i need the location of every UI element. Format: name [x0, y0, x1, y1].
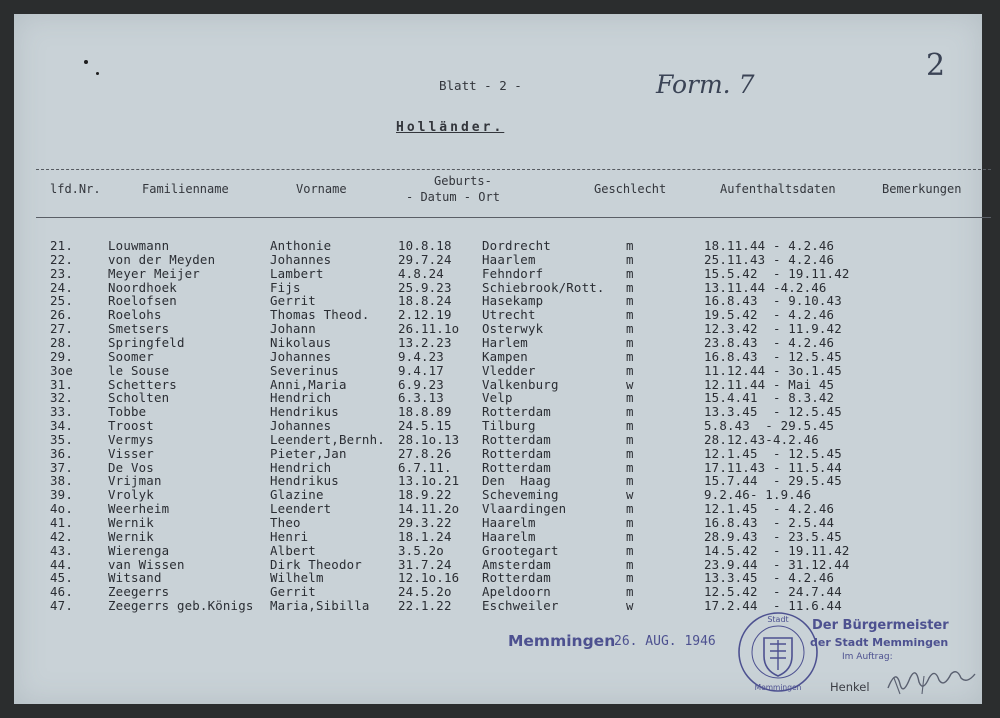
header-bottom-rule	[36, 217, 991, 218]
cell-sex: m	[626, 459, 634, 475]
cell-stay-dates: 17.11.43 - 11.5.44	[704, 459, 842, 475]
cell-family-name: Wernik	[108, 515, 154, 530]
cell-birth-place: Harlem	[482, 334, 528, 350]
cell-birth-place: Rotterdam	[482, 431, 551, 447]
cell-sex: m	[626, 307, 634, 323]
cell-nr: 44.	[50, 556, 73, 572]
cell-birth-date: 6.7.11.	[398, 459, 452, 475]
cell-sex: m	[626, 279, 634, 295]
cell-sex: m	[626, 542, 634, 558]
cell-stay-dates: 5.8.43 - 29.5.45	[704, 418, 835, 433]
cell-sex: m	[626, 251, 634, 267]
cell-family-name: Troost	[108, 418, 154, 433]
cell-family-name: Wierenga	[108, 542, 170, 558]
cell-birth-date: 25.9.23	[398, 279, 452, 295]
cell-nr: 45.	[50, 570, 73, 586]
svg-text:Stadt: Stadt	[767, 615, 789, 624]
cell-first-name: Leendert	[270, 501, 332, 517]
cell-birth-place: Haarelm	[482, 528, 536, 544]
cell-family-name: Witsand	[108, 570, 162, 586]
cell-birth-date: 2.12.19	[398, 307, 452, 323]
cell-stay-dates: 28.12.43-4.2.46	[704, 431, 819, 447]
cell-stay-dates: 13.3.45 - 4.2.46	[704, 570, 835, 586]
cell-birth-date: 9.4.17	[398, 362, 444, 378]
cell-sex: m	[626, 362, 634, 378]
cell-birth-place: Velp	[482, 390, 513, 406]
cell-birth-place: Vledder	[482, 362, 536, 378]
office-stamp-line3: Im Auftrag:	[842, 652, 893, 662]
cell-family-name: le Souse	[108, 362, 170, 378]
cell-birth-place: Hasekamp	[482, 293, 544, 309]
cell-family-name: Noordhoek	[108, 279, 177, 295]
cell-birth-date: 18.8.24	[398, 293, 452, 309]
cell-nr: 25.	[50, 293, 73, 309]
cell-family-name: Scholten	[108, 390, 170, 406]
cell-nr: 23.	[50, 265, 73, 281]
cell-first-name: Anni,Maria	[270, 376, 347, 392]
page-number: 2	[926, 48, 946, 83]
cell-family-name: Vrolyk	[108, 487, 154, 503]
cell-birth-place: Apeldoorn	[482, 584, 551, 600]
col-header-remarks: Bemerkungen	[882, 182, 962, 196]
cell-family-name: Roelohs	[108, 307, 162, 323]
cell-birth-date: 3.5.2o	[398, 542, 444, 558]
place-stamp: Memmingen	[508, 632, 616, 650]
cell-first-name: Dirk Theodor	[270, 556, 362, 572]
cell-stay-dates: 15.4.41 - 8.3.42	[704, 390, 835, 406]
cell-sex: m	[626, 431, 634, 447]
cell-birth-place: Rotterdam	[482, 445, 551, 461]
cell-first-name: Lambert	[270, 265, 324, 281]
cell-birth-date: 9.4.23	[398, 348, 444, 364]
cell-stay-dates: 19.5.42 - 4.2.46	[704, 307, 835, 323]
cell-nr: 33.	[50, 404, 73, 420]
cell-family-name: Zeegerrs geb.Königs	[108, 598, 254, 614]
cell-birth-place: Fehndorf	[482, 265, 544, 281]
cell-sex: m	[626, 418, 634, 433]
cell-birth-date: 22.1.22	[398, 598, 452, 614]
cell-stay-dates: 13.3.45 - 12.5.45	[704, 404, 842, 420]
cell-sex: w	[626, 598, 634, 614]
cell-birth-place: Amsterdam	[482, 556, 551, 572]
cell-nr: 3oe	[50, 362, 73, 378]
cell-first-name: Anthonie	[270, 238, 332, 253]
cell-stay-dates: 23.8.43 - 4.2.46	[704, 334, 835, 350]
cell-birth-date: 4.8.24	[398, 265, 444, 281]
cell-birth-date: 27.8.26	[398, 445, 452, 461]
cell-stay-dates: 15.7.44 - 29.5.45	[704, 473, 842, 489]
punch-mark	[96, 72, 99, 75]
cell-family-name: Roelofsen	[108, 293, 177, 309]
cell-sex: m	[626, 445, 634, 461]
cell-sex: m	[626, 390, 634, 406]
cell-nr: 28.	[50, 334, 73, 350]
svg-text:Memmingen: Memmingen	[754, 683, 802, 692]
col-header-stay: Aufenthaltsdaten	[720, 182, 836, 196]
cell-nr: 41.	[50, 515, 73, 530]
punch-mark	[84, 60, 88, 64]
date-stamp: 26. AUG. 1946	[614, 634, 716, 649]
cell-family-name: van Wissen	[108, 556, 185, 572]
cell-stay-dates: 25.11.43 - 4.2.46	[704, 251, 835, 267]
cell-birth-date: 24.5.2o	[398, 584, 452, 600]
cell-first-name: Albert	[270, 542, 316, 558]
cell-birth-date: 13.2.23	[398, 334, 452, 350]
cell-stay-dates: 12.11.44 - Mai 45	[704, 376, 835, 392]
cell-birth-place: Rotterdam	[482, 459, 551, 475]
sheet-label: Blatt - 2 -	[439, 78, 522, 93]
cell-nr: 34.	[50, 418, 73, 433]
cell-first-name: Hendrikus	[270, 473, 339, 489]
cell-birth-place: Grootegart	[482, 542, 559, 558]
cell-sex: w	[626, 487, 634, 503]
cell-family-name: Louwmann	[108, 238, 170, 253]
cell-first-name: Hendrich	[270, 390, 332, 406]
cell-nr: 31.	[50, 376, 73, 392]
cell-birth-place: Haarelm	[482, 515, 536, 530]
cell-sex: m	[626, 570, 634, 586]
cell-nr: 22.	[50, 251, 73, 267]
cell-birth-date: 29.3.22	[398, 515, 452, 530]
cell-nr: 43.	[50, 542, 73, 558]
cell-birth-date: 31.7.24	[398, 556, 452, 572]
cell-first-name: Leendert,Bernh.	[270, 431, 385, 447]
cell-birth-date: 18.9.22	[398, 487, 452, 503]
cell-family-name: Visser	[108, 445, 154, 461]
cell-sex: m	[626, 321, 634, 337]
cell-birth-date: 28.1o.13	[398, 431, 460, 447]
cell-family-name: Tobbe	[108, 404, 147, 420]
cell-birth-date: 29.7.24	[398, 251, 452, 267]
cell-stay-dates: 12.1.45 - 4.2.46	[704, 501, 835, 517]
cell-sex: m	[626, 238, 634, 253]
cell-nr: 27.	[50, 321, 73, 337]
handwritten-signature	[884, 664, 980, 700]
cell-birth-date: 26.11.1o	[398, 321, 460, 337]
cell-family-name: De Vos	[108, 459, 154, 475]
cell-stay-dates: 9.2.46- 1.9.46	[704, 487, 812, 503]
cell-birth-date: 18.8.89	[398, 404, 452, 420]
cell-sex: w	[626, 376, 634, 392]
cell-sex: m	[626, 556, 634, 572]
cell-stay-dates: 11.12.44 - 3o.1.45	[704, 362, 842, 378]
cell-first-name: Gerrit	[270, 293, 316, 309]
cell-family-name: Wernik	[108, 528, 154, 544]
cell-stay-dates: 14.5.42 - 19.11.42	[704, 542, 850, 558]
col-header-birth-top: Geburts-	[434, 174, 492, 188]
cell-stay-dates: 16.8.43 - 12.5.45	[704, 348, 842, 364]
form-note: Form. 7	[656, 70, 755, 99]
cell-nr: 21.	[50, 238, 73, 253]
cell-nr: 32.	[50, 390, 73, 406]
cell-birth-date: 18.1.24	[398, 528, 452, 544]
signer-name: Henkel	[830, 680, 870, 694]
cell-birth-place: Vlaardingen	[482, 501, 567, 517]
cell-birth-place: Kampen	[482, 348, 528, 364]
cell-stay-dates: 16.8.43 - 2.5.44	[704, 515, 835, 530]
cell-first-name: Johannes	[270, 418, 332, 433]
cell-nr: 47.	[50, 598, 73, 614]
cell-stay-dates: 17.2.44 - 11.6.44	[704, 598, 842, 614]
cell-birth-date: 13.1o.21	[398, 473, 460, 489]
cell-family-name: Vrijman	[108, 473, 162, 489]
document-sheet	[14, 14, 982, 704]
cell-birth-place: Tilburg	[482, 418, 536, 433]
cell-first-name: Johannes	[270, 348, 332, 364]
cell-birth-place: Osterwyk	[482, 321, 544, 337]
cell-first-name: Wilhelm	[270, 570, 324, 586]
cell-sex: m	[626, 265, 634, 281]
cell-birth-place: Rotterdam	[482, 570, 551, 586]
cell-family-name: Zeegerrs	[108, 584, 170, 600]
office-stamp-line2: der Stadt Memmingen	[810, 636, 949, 649]
cell-first-name: Theo	[270, 515, 301, 530]
cell-birth-place: Den Haag	[482, 473, 551, 489]
cell-first-name: Henri	[270, 528, 309, 544]
cell-first-name: Gerrit	[270, 584, 316, 600]
cell-birth-place: Schiebrook/Rott.	[482, 279, 605, 295]
col-header-first: Vorname	[296, 182, 347, 196]
cell-first-name: Johannes	[270, 251, 332, 267]
cell-first-name: Glazine	[270, 487, 324, 503]
cell-birth-place: Utrecht	[482, 307, 536, 323]
cell-nr: 42.	[50, 528, 73, 544]
cell-stay-dates: 28.9.43 - 23.5.45	[704, 528, 842, 544]
cell-nr: 36.	[50, 445, 73, 461]
cell-birth-place: Dordrecht	[482, 238, 551, 253]
cell-sex: m	[626, 293, 634, 309]
cell-sex: m	[626, 515, 634, 530]
cell-birth-place: Rotterdam	[482, 404, 551, 420]
cell-nr: 35.	[50, 431, 73, 447]
cell-nr: 38.	[50, 473, 73, 489]
cell-birth-date: 6.3.13	[398, 390, 444, 406]
cell-first-name: Hendrikus	[270, 404, 339, 420]
cell-stay-dates: 15.5.42 - 19.11.42	[704, 265, 850, 281]
cell-birth-date: 10.8.18	[398, 238, 452, 253]
cell-birth-place: Scheveming	[482, 487, 559, 503]
cell-stay-dates: 23.9.44 - 31.12.44	[704, 556, 850, 572]
cell-stay-dates: 18.11.44 - 4.2.46	[704, 238, 835, 253]
cell-nr: 39.	[50, 487, 73, 503]
header-top-rule	[36, 169, 991, 170]
cell-sex: m	[626, 404, 634, 420]
cell-birth-place: Eschweiler	[482, 598, 559, 614]
cell-birth-date: 6.9.23	[398, 376, 444, 392]
cell-sex: m	[626, 528, 634, 544]
cell-stay-dates: 13.11.44 -4.2.46	[704, 279, 827, 295]
cell-first-name: Pieter,Jan	[270, 445, 347, 461]
cell-first-name: Nikolaus	[270, 334, 332, 350]
col-header-family: Familienname	[142, 182, 229, 196]
cell-first-name: Severinus	[270, 362, 339, 378]
cell-first-name: Hendrich	[270, 459, 332, 475]
cell-first-name: Thomas Theod.	[270, 307, 370, 323]
office-stamp-line1: Der Bürgermeister	[812, 618, 949, 633]
cell-sex: m	[626, 501, 634, 517]
cell-family-name: Weerheim	[108, 501, 170, 517]
cell-family-name: Meyer Meijer	[108, 265, 200, 281]
col-header-nr: lfd.Nr.	[50, 182, 101, 196]
cell-first-name: Fijs	[270, 279, 301, 295]
cell-first-name: Maria,Sibilla	[270, 598, 370, 614]
cell-birth-date: 24.5.15	[398, 418, 452, 433]
cell-nr: 29.	[50, 348, 73, 364]
cell-sex: m	[626, 348, 634, 364]
col-header-sex: Geschlecht	[594, 182, 667, 196]
cell-sex: m	[626, 473, 634, 489]
cell-stay-dates: 12.1.45 - 12.5.45	[704, 445, 842, 461]
cell-stay-dates: 12.5.42 - 24.7.44	[704, 584, 842, 600]
city-seal-stamp	[736, 610, 820, 694]
cell-stay-dates: 12.3.42 - 11.9.42	[704, 321, 842, 337]
cell-sex: m	[626, 584, 634, 600]
cell-first-name: Johann	[270, 321, 316, 337]
cell-family-name: Soomer	[108, 348, 154, 364]
cell-family-name: Vermys	[108, 431, 154, 447]
cell-family-name: Smetsers	[108, 321, 170, 337]
cell-family-name: Schetters	[108, 376, 177, 392]
list-title: Holländer.	[396, 120, 505, 135]
cell-nr: 37.	[50, 459, 73, 475]
cell-nr: 24.	[50, 279, 73, 295]
cell-birth-date: 12.1o.16	[398, 570, 460, 586]
cell-nr: 26.	[50, 307, 73, 323]
cell-birth-place: Valkenburg	[482, 376, 559, 392]
cell-sex: m	[626, 334, 634, 350]
cell-nr: 4o.	[50, 501, 73, 517]
cell-family-name: Springfeld	[108, 334, 185, 350]
col-header-birth-bottom: - Datum - Ort	[406, 190, 500, 204]
cell-birth-date: 14.11.2o	[398, 501, 460, 517]
cell-stay-dates: 16.8.43 - 9.10.43	[704, 293, 842, 309]
cell-nr: 46.	[50, 584, 73, 600]
cell-birth-place: Haarlem	[482, 251, 536, 267]
cell-family-name: von der Meyden	[108, 251, 216, 267]
